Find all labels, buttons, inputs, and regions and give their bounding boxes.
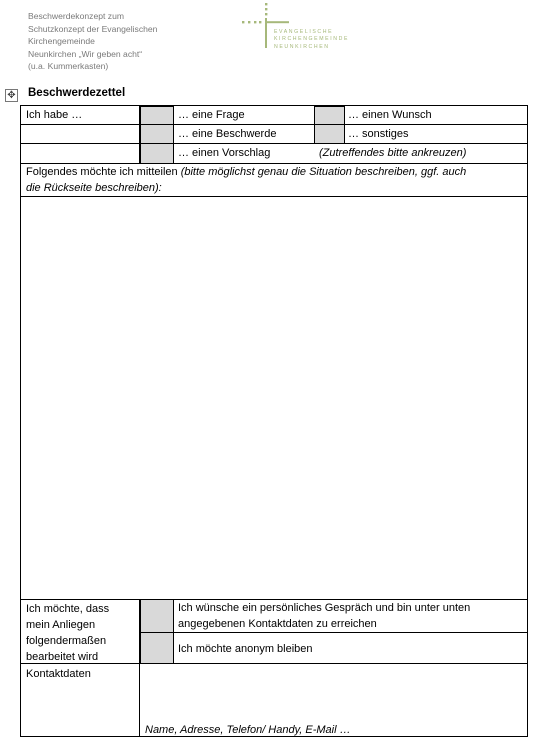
row-divider bbox=[21, 124, 527, 125]
option-beschwerde-label: … eine Beschwerde bbox=[178, 128, 277, 140]
checkbox-beschwerde[interactable] bbox=[140, 124, 174, 144]
anliegen-label-line: folgendermaßen bbox=[26, 635, 107, 647]
form-title: Beschwerdezettel bbox=[28, 87, 126, 99]
kontaktdaten-label: Kontaktdaten bbox=[26, 668, 91, 680]
checkbox-sonstiges[interactable] bbox=[314, 124, 345, 144]
header-line: Neunkirchen „Wir geben acht“ bbox=[28, 48, 143, 59]
checkbox-vorschlag[interactable] bbox=[140, 143, 174, 164]
option-frage-label: … eine Frage bbox=[178, 109, 245, 121]
hint-ankreuzen: (Zutreffendes bitte ankreuzen) bbox=[319, 147, 467, 159]
gespraech-line: angegebenen Kontaktdaten zu erreichen bbox=[178, 617, 377, 630]
logo-line: EVANGELISCHE bbox=[274, 29, 334, 35]
header-line: Schutzkonzept der Evangelischen bbox=[28, 23, 158, 34]
checkbox-gespraech[interactable] bbox=[140, 599, 174, 633]
logo-line: NEUNKIRCHEN bbox=[274, 43, 330, 50]
mitteilen-label bbox=[26, 165, 466, 180]
anliegen-label-line: Ich möchte, dass bbox=[26, 603, 110, 615]
header-line: Beschwerdekonzept zum bbox=[28, 11, 125, 21]
option-wunsch-label: … einen Wunsch bbox=[348, 109, 432, 121]
checkbox-anonym[interactable] bbox=[140, 632, 174, 664]
complaint-form-table bbox=[20, 105, 528, 737]
logo-line: KIRCHENGEMEINDE bbox=[274, 36, 350, 43]
mitteilen-instruction: (bitte möglichst genau die Situation beschreiben, ggf. auch bbox=[180, 166, 467, 178]
header-line: Kirchengemeinde bbox=[28, 36, 95, 47]
document-header bbox=[28, 10, 208, 73]
gespraech-line: Ich wünsche ein persönliches Gespräch und bin unter unten bbox=[178, 602, 471, 614]
message-text-area[interactable] bbox=[21, 197, 527, 598]
anliegen-label-line: mein Anliegen bbox=[26, 619, 96, 631]
row-divider bbox=[21, 599, 527, 600]
header-line: (u.a. Kummerkasten) bbox=[28, 61, 109, 72]
row-divider bbox=[173, 632, 527, 633]
mitteilen-lead: Folgendes möchte ich mitteilen bbox=[26, 166, 181, 178]
anliegen-label bbox=[26, 601, 109, 665]
row-divider bbox=[21, 163, 527, 164]
option-vorschlag-label: … einen Vorschlag bbox=[178, 147, 271, 159]
checkbox-wunsch[interactable] bbox=[314, 106, 345, 125]
option-gespraech-label bbox=[178, 601, 470, 632]
option-sonstiges-label: … sonstiges bbox=[348, 128, 409, 140]
row-divider bbox=[21, 143, 527, 144]
logo-wordmark bbox=[274, 29, 349, 51]
checkbox-frage[interactable] bbox=[140, 106, 174, 125]
ich-habe-label: Ich habe … bbox=[26, 109, 83, 121]
option-anonym-label: Ich möchte anonym bleiben bbox=[178, 643, 313, 655]
table-move-handle-icon[interactable]: ✥ bbox=[5, 89, 18, 102]
kontaktdaten-hint: Name, Adresse, Telefon/ Handy, E-Mail … bbox=[145, 724, 351, 736]
mitteilen-instruction-cont: die Rückseite beschreiben): bbox=[26, 182, 162, 194]
anliegen-label-line: bearbeitet wird bbox=[26, 651, 99, 663]
